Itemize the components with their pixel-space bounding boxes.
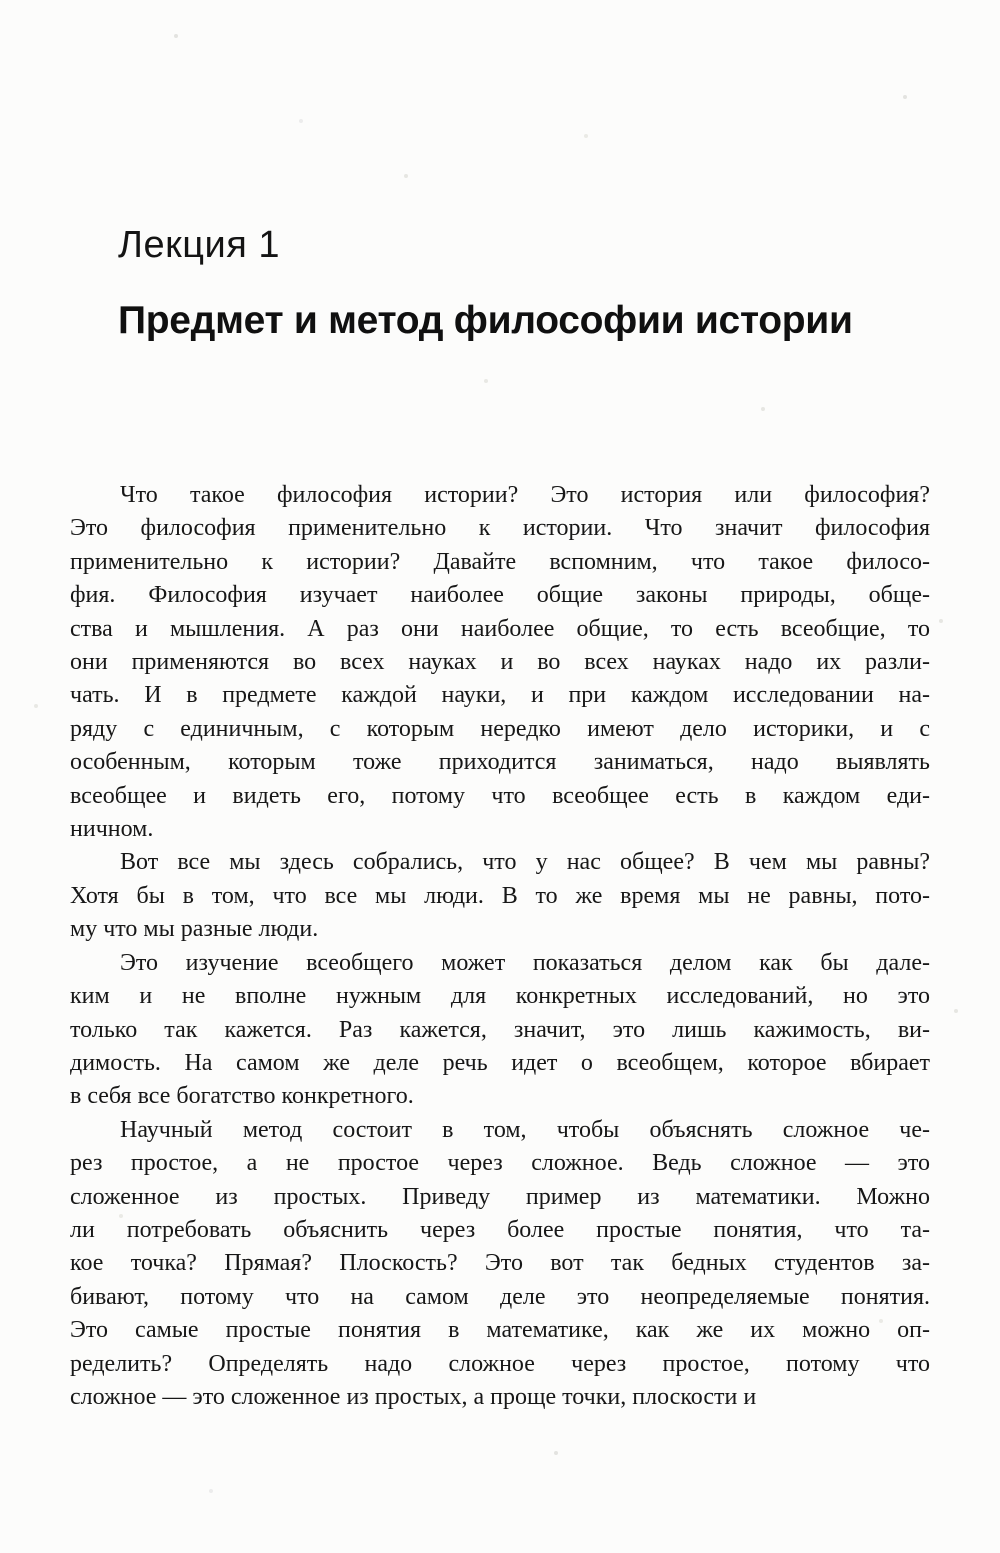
text-line: ли потребовать объяснить через более простые понятия, что та- <box>70 1216 930 1243</box>
text-line: применительно к истории? Давайте вспомним, что такое филосо- <box>70 548 930 575</box>
paragraph <box>70 846 930 946</box>
text-line: ким и не вполне нужным для конкретных исследований, но это <box>70 983 930 1010</box>
text-line: всеобщее и видеть его, потому что всеобщее есть в каждом еди- <box>70 782 930 809</box>
text-line: ределить? Определять надо сложное через простое, потому что <box>70 1350 930 1377</box>
paragraph <box>70 479 930 846</box>
body-text <box>70 479 930 1414</box>
text-line: димость. На самом же деле речь идет о всеобщем, которое вбирает <box>70 1049 930 1076</box>
lecture-number: Лекция 1 <box>118 224 280 266</box>
text-line: фия. Философия изучает наиболее общие законы природы, обще- <box>70 582 930 609</box>
paragraph <box>70 1114 930 1415</box>
text-line: особенным, которым тоже приходится заниматься, надо выявлять <box>70 749 930 776</box>
text-line: сложное — это сложенное из простых, а проще точки, плоскости и <box>70 1383 757 1410</box>
text-line: ряду с единичным, с которым нередко имеют дело историки, и с <box>70 715 930 742</box>
chapter-title: Предмет и метод философии истории <box>118 299 853 342</box>
text-line: Это философия применительно к истории. Что значит философия <box>70 515 930 542</box>
text-line: ничном. <box>70 816 154 843</box>
text-line: чать. И в предмете каждой науки, и при каждом исследовании на- <box>70 682 930 709</box>
text-line: в себя все богатство конкретного. <box>70 1083 414 1110</box>
text-line: рез простое, а не простое через сложное. Ведь сложное — это <box>70 1150 930 1177</box>
text-line: Что такое философия истории? Это история или философия? <box>120 482 930 508</box>
paragraph <box>70 947 930 1114</box>
text-line: кое точка? Прямая? Плоскость? Это вот так бедных студентов за- <box>70 1250 930 1277</box>
text-line: Вот все мы здесь собрались, что у нас общее? В чем мы равны? <box>120 849 930 876</box>
scan-noise <box>0 0 2 2</box>
text-line: Это изучение всеобщего может показаться делом как бы дале- <box>120 949 930 976</box>
text-line: му что мы разные люди. <box>70 916 319 943</box>
text-line: Хотя бы в том, что все мы люди. В то же время мы не равны, пото- <box>70 882 930 909</box>
text-line: Это самые простые понятия в математике, как же их можно оп- <box>70 1317 930 1344</box>
text-line: бивают, потому что на самом деле это неопределяемые понятия. <box>70 1283 930 1310</box>
text-line: только так кажется. Раз кажется, значит, это лишь кажимость, ви- <box>70 1016 930 1043</box>
text-line: ства и мышления. А раз они наиболее общие, то есть всеобщие, то <box>70 615 930 642</box>
text-line: Научный метод состоит в том, чтобы объяснять сложное че- <box>120 1116 930 1143</box>
text-line: сложенное из простых. Приведу пример из математики. Можно <box>70 1183 930 1210</box>
text-line: они применяются во всех науках и во всех науках надо их разли- <box>70 649 930 676</box>
